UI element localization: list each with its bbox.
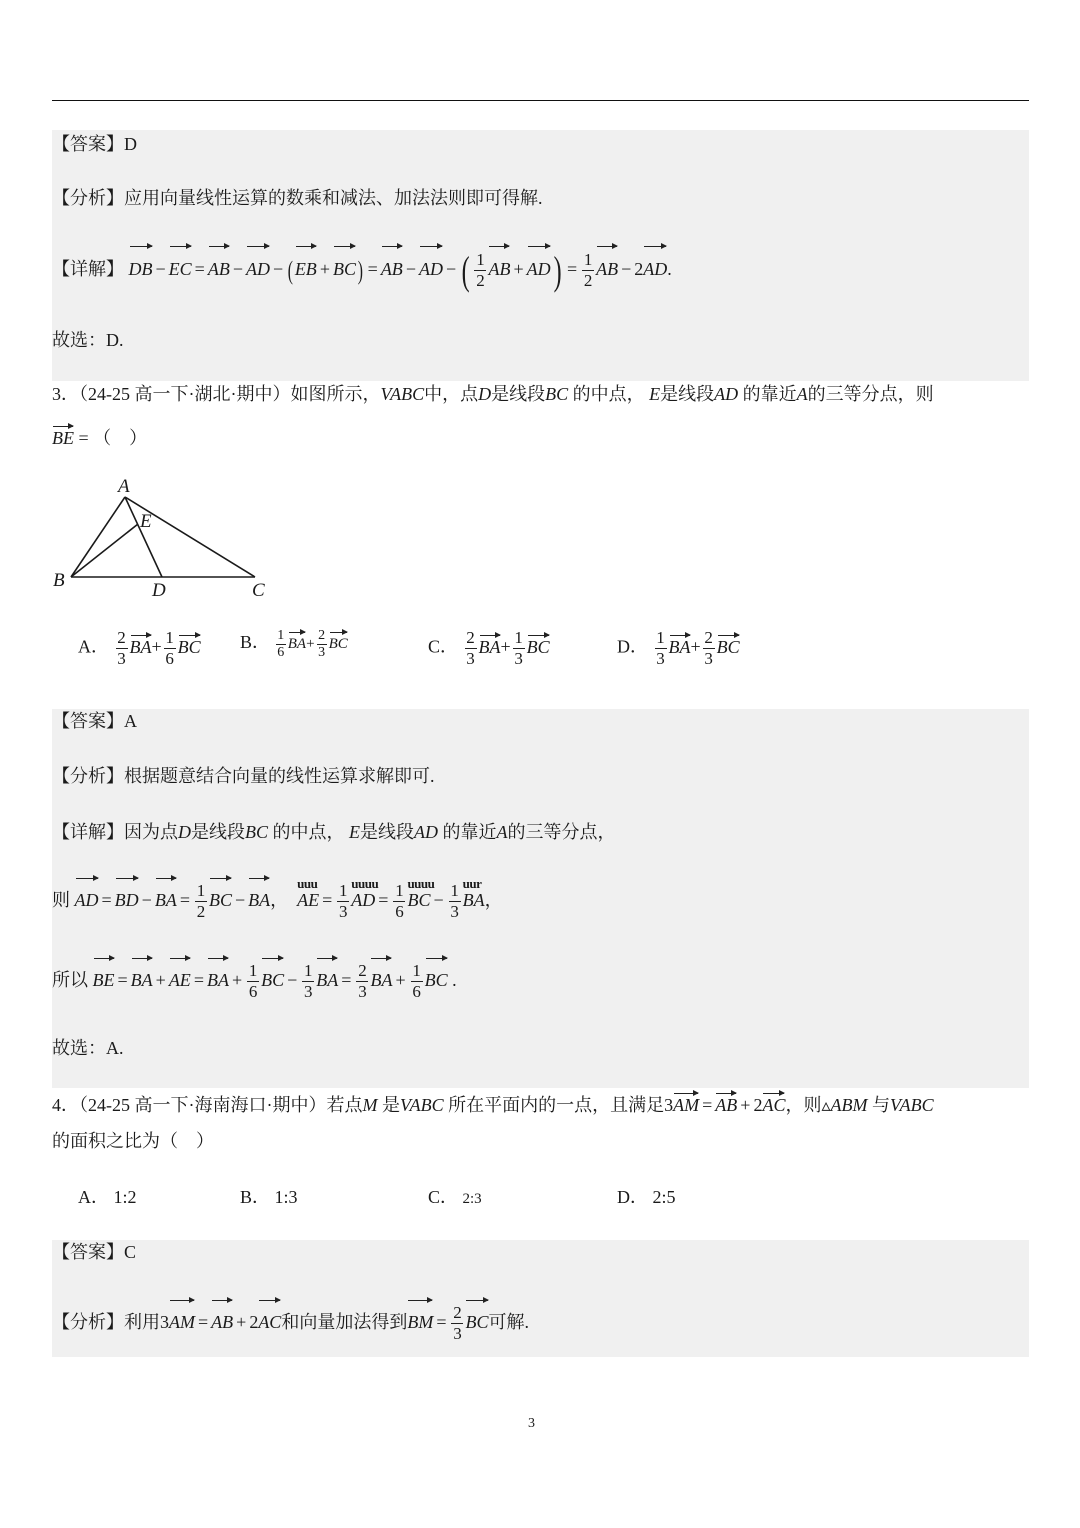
vector-be: BE [52,424,74,450]
coef-num: 2 [318,628,326,643]
segment-ad: AD [714,384,739,404]
option-label: A． [78,1187,109,1207]
analysis-label: 【分析】 [52,766,124,786]
point-d: D [478,384,492,404]
vector-bc: BC [527,633,550,659]
segment-bc: BC [545,384,569,404]
q2-choose-value: D. [106,330,124,350]
q3-stem-text: 的三等分点，则 [807,384,934,404]
q4-option-b[interactable] [240,1185,298,1209]
label-e: E [140,511,152,532]
q3-choose-value: A. [106,1038,124,1058]
coef-den: 3 [117,649,126,668]
q4-answer-value: C [124,1242,137,1262]
q3-stem-line1 [52,382,934,406]
option-value: 2:3 [462,1191,482,1207]
q3-stem-text: 的靠近 [742,384,797,404]
q4-stem-text: 是 [381,1095,400,1115]
q2-choose-line [52,328,124,352]
vector-ba: BA [669,633,691,659]
coef-num: 2 [704,628,713,647]
option-value: 1:3 [274,1187,298,1207]
detail-text: 是线段 [191,822,245,842]
vector-ba: BA [479,633,501,659]
point-e: E [649,384,661,404]
plus-sign: + [151,636,162,657]
plus-sign: + [306,635,315,652]
point-e: E [349,822,361,842]
detail-text: 的三等分点， [507,822,616,842]
detail-label: 【详解】 [52,822,124,842]
q3-source: （24-25 高一下·湖北·期中） [79,384,291,404]
analysis-text: 可解. [488,1312,529,1332]
option-label: A． [78,636,109,657]
coef-den: 3 [466,649,475,668]
q3-answer-line [52,709,137,733]
plus-sign: + [500,636,511,657]
segment-ad: AD [414,822,439,842]
garbled-arrow: uuu [297,876,318,891]
label-a: A [118,476,130,497]
q4-stem-line2 [52,1129,214,1153]
coef-num: 1 [277,628,285,643]
q4-stem-text: 与 [872,1095,890,1115]
q2-detail-formula: DB − EC = AB − AD − (EB + BC) = AB − AD − ( $\frac{1}{2}$ AB + AD) = $\frac{1}{2}$ AB − 2AD. [129,259,672,279]
option-value: 1:2 [113,1187,137,1207]
q2-answer-value: D [124,134,137,154]
q4-stem-text: 所在平面内的一点，且满足 [448,1095,665,1115]
detail-text: 因为点 [124,822,178,842]
q3-stem-text: 是线段 [660,384,715,404]
side-ab [71,497,125,577]
q3-choose-line [52,1036,124,1060]
q4-source: （24-25 高一下·海南海口·期中） [79,1095,327,1115]
q4-stem-text: 若点 [326,1095,363,1115]
q3-number: 3． [52,384,79,404]
option-label: D． [617,1187,648,1207]
q4-stem-text: ，则 [785,1095,822,1115]
q3-stem-text: 如图所示， [290,384,381,404]
q3-option-a[interactable] [78,628,201,669]
segment-bc: BC [245,822,269,842]
garbled-arrow: uuuu [351,876,379,891]
analysis-text: 和向量加法得到 [281,1312,408,1332]
point-a: A [496,822,508,842]
answer-label: 【答案】 [52,711,124,731]
q3-triangle-symbol: VABC [380,384,425,404]
q3-answer-value: A [124,711,137,731]
q4-stem-line1 [52,1091,934,1117]
q2-detail-line [52,244,672,292]
coef-num: 1 [656,628,665,647]
q2-analysis-text: 应用向量线性运算的数乘和减法、加法法则即可得解. [124,188,543,208]
q4-answer-line [52,1240,136,1264]
label-c: C [252,580,265,601]
option-label: C． [428,636,459,657]
q4-triangle-symbol: VABC [890,1095,934,1115]
plus-sign: + [690,636,701,657]
answer-label: 【答案】 [52,1242,124,1262]
vector-bc: BC [178,633,201,659]
coef-den: 3 [656,649,665,668]
coef-den: 3 [514,649,523,668]
detail-text: 的靠近 [442,822,497,842]
q2-answer-line [52,132,137,156]
q4-analysis-line: 【分析】利用3AM = AB + 2AC和向量加法得到BM = $\frac{2}{3}$ BC可解. [52,1298,529,1344]
coef-num: 1 [514,628,523,647]
vector-ba: BA [130,633,152,659]
q4-option-d[interactable] [617,1185,676,1209]
vector-ba: BA [288,630,306,656]
q3-stem-text: 的中点， [572,384,645,404]
q3-analysis-text: 根据题意结合向量的线性运算求解即可. [124,766,435,786]
q3-option-d[interactable] [617,628,740,669]
q4-stem-text: 的面积之比为（ ） [52,1131,214,1151]
q3-detail-line [52,820,616,844]
header-rule [52,100,1029,101]
point-a: A [796,384,808,404]
triangle-abm: ▵ABM [821,1095,868,1115]
coef-num: 2 [466,628,475,647]
q4-option-a[interactable] [78,1185,137,1209]
detail-text: 是线段 [360,822,415,842]
garbled-arrow: uuuu [407,876,435,891]
choose-label: 故选： [52,330,106,350]
q3-option-c[interactable] [428,628,550,669]
coef-den: 3 [318,645,326,660]
therefore-word: 所以 [52,970,88,990]
q3-detail-formula-2: 所以 BE = BA + AE = BA + $\frac{1}{6}$ BC − $\frac{1}{3}$ BA = $\frac{2}{3}$ BA + $\frac{1}{6}$ BC . [52,956,457,1002]
q4-condition-eq: 3AM = AB + 2AC [664,1095,785,1115]
option-value: 2:5 [652,1187,676,1207]
analysis-label: 【分析】 [52,1312,124,1332]
q3-stem-text: 中，点 [424,384,479,404]
detail-label: 【详解】 [52,259,124,279]
side-ac [125,497,255,577]
then-word: 则 [52,890,70,910]
q3-stem-text: 是线段 [491,384,546,404]
option-label: C． [428,1187,459,1207]
option-label: B． [240,631,271,652]
q2-analysis-line [52,186,543,210]
answer-label: 【答案】 [52,134,124,154]
choose-label: 故选： [52,1038,106,1058]
triangle-figure [50,470,290,610]
segment-be [71,524,138,577]
q3-option-b[interactable] [240,628,348,661]
garbled-arrow: uur [462,876,482,891]
analysis-text: 利用 [124,1312,160,1332]
q3-detail-formula-1: 则 AD = BD − BA = $\frac{1}{2}$ BC − BA， uuu AE = $\frac{1}{3}$ uuuu AD = $\frac{1}{6}$ uuuu BC − $\frac{1}{3}$ uur BA， [52,876,503,922]
label-d: D [152,580,166,601]
coef-den: 6 [277,645,285,660]
detail-text: 的中点， [272,822,345,842]
vector-bc: BC [329,630,348,656]
option-label: D． [617,636,648,657]
coef-num: 1 [165,628,174,647]
point-m: M [362,1095,378,1115]
q3-blank: = （ ） [74,428,148,448]
q3-analysis-line [52,764,435,788]
analysis-label: 【分析】 [52,188,124,208]
coef-den: 6 [165,649,174,668]
q4-option-c[interactable] [428,1185,482,1211]
label-b: B [53,570,65,591]
vector-bc: BC [717,633,740,659]
coef-den: 3 [704,649,713,668]
page-number: 3 [528,1416,535,1431]
coef-num: 2 [117,628,126,647]
point-d: D [178,822,191,842]
option-label: B． [240,1187,271,1207]
q3-stem-line2 [52,424,147,450]
q4-triangle-symbol: VABC [399,1095,444,1115]
q4-number: 4． [52,1095,79,1115]
